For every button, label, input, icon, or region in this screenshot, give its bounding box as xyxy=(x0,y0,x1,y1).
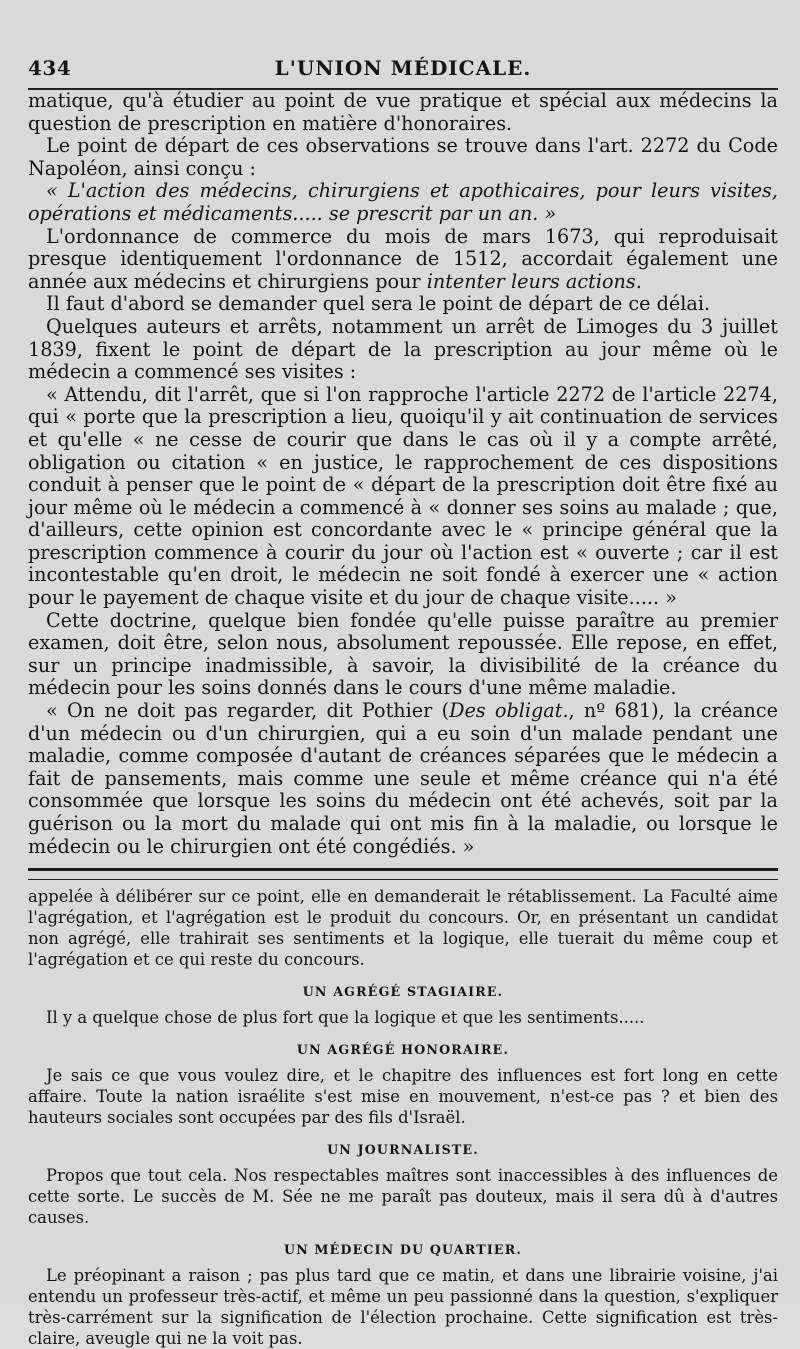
speaker-heading: UN AGRÉGÉ HONORAIRE. xyxy=(296,1042,510,1058)
speaker-heading: UN MÉDECIN DU QUARTIER. xyxy=(284,1242,522,1258)
paragraph xyxy=(28,226,778,294)
page-number: 434 xyxy=(28,56,72,80)
paragraph xyxy=(28,700,778,858)
page-header xyxy=(28,52,778,82)
speaker-heading: UN JOURNALISTE. xyxy=(327,1142,479,1158)
court-quotation: « Attendu, dit l'arrêt, que si l'on rapproche l'article 2272 de l'article 2274, qui « porte que la prescription a lieu, quoiqu'il y ait continuation de services et qu'elle « ne cesse de courir que dans le cas où il y a compte arrêté, obligation ou citation « en justice, le rapprochement de ces dispositions conduit à penser que le point de « départ de la prescription doit être fixé au jour même où le médecin a commencé à « donner ses soins au malade ; que, d'ailleurs, cette opinion est concordante avec le « principe général que la prescription commence à courir du jour où l'action est « ouverte ; car il est incontestable qu'en droit, le médecin ne soit fondé à exercer une « action pour le payement de chaque visite et du jour de chaque visite..... » xyxy=(28,382,778,610)
paragraph: Cette doctrine, quelque bien fondée qu'elle puisse paraître au premier examen, doit être, selon nous, absolument repoussée. Elle repose, en effet, sur un principe inadmissible, à savoir, la divisibilité de la créance du médecin pour les soins donnés dans le cours d'une même maladie. xyxy=(28,608,778,700)
code-quotation: « L'action des médecins, chirurgiens et apothicaires, pour leurs visites, opérations et médicaments..... se prescrit par un an. » xyxy=(28,179,778,225)
text-run: . xyxy=(635,269,642,293)
italic-text: Des obligat. xyxy=(449,699,569,723)
text-run: , nº 681), la créance d'un médecin ou d'un chirurgien, qui a eu soin d'un malade pendant une maladie, comme composée d'autant de créances séparées que le médecin a fait de pansements, mais comme une seule et même créance qui n'a été consommée que lorsque les soins du médecin ont été achevés, soit par la guérison ou la mort du malade qui ont mis fin à la maladie, ou lorsque le médecin ou le chirurgien ont été congédiés. » xyxy=(28,699,778,858)
text-run: « On ne doit pas regarder, dit Pothier ( xyxy=(46,699,450,723)
paragraph: Il faut d'abord se demander quel sera le point de départ de ce délai. xyxy=(46,292,711,316)
paragraph: appelée à délibérer sur ce point, elle en demanderait le rétablissement. La Faculté aime l'agrégation, et l'agrégation est le produit du concours. Or, en présentant un candidat non agrégé, elle trahirait ses sentiments et la logique, elle tuerait du même coup et l'agrégation et ce qui reste du concours. xyxy=(28,887,778,970)
dialogue-line: Je sais ce que vous voulez dire, et le chapitre des influences est fort long en cette affaire. Toute la nation israélite s'est mise en mouvement, n'est-ce pas ? et bien des hauteurs sociales sont occupées par des fils d'Israël. xyxy=(28,1066,778,1128)
running-head: L'UNION MÉDICALE. xyxy=(274,56,532,80)
italic-text: intenter leurs actions xyxy=(426,269,636,293)
paragraph: matique, qu'à étudier au point de vue pratique et spécial aux médecins la question de prescription en matière d'honoraires. xyxy=(28,89,778,135)
dialogue-line: Il y a quelque chose de plus fort que la logique et que les sentiments..... xyxy=(46,1008,645,1028)
article-body xyxy=(28,90,778,858)
dialogue-line: Propos que tout cela. Nos respectables maîtres sont inaccessibles à des influences de cette sorte. Le succès de M. Sée ne me paraît pas douteux, mais il sera dû à d'autres causes. xyxy=(28,1166,778,1228)
feuilleton-separator xyxy=(28,868,778,880)
paragraph: Quelques auteurs et arrêts, notamment un arrêt de Limoges du 3 juillet 1839, fixent le point de départ de la prescription au jour même où le médecin a commencé ses visites : xyxy=(28,314,778,384)
dialogue-line: Le préopinant a raison ; pas plus tard que ce matin, et dans une librairie voisine, j'ai entendu un professeur très-actif, et même un peu passionné dans la question, s'expliquer très-carrément sur la signification de l'élection prochaine. Cette signification est très-claire, aveugle qui ne la voit pas. xyxy=(28,1266,778,1349)
paragraph: Le point de départ de ces observations se trouve dans l'art. 2272 du Code Napoléon, ainsi conçu : xyxy=(28,134,778,180)
speaker-heading: UN AGRÉGÉ STAGIAIRE. xyxy=(302,984,504,1000)
text-run: L'ordonnance de commerce du mois de mars 1673, qui reproduisait presque identiquement l'ordonnance de 1512, accordait également une année aux médecins et chirurgiens pour xyxy=(28,224,778,293)
feuilleton-section xyxy=(28,886,778,1349)
